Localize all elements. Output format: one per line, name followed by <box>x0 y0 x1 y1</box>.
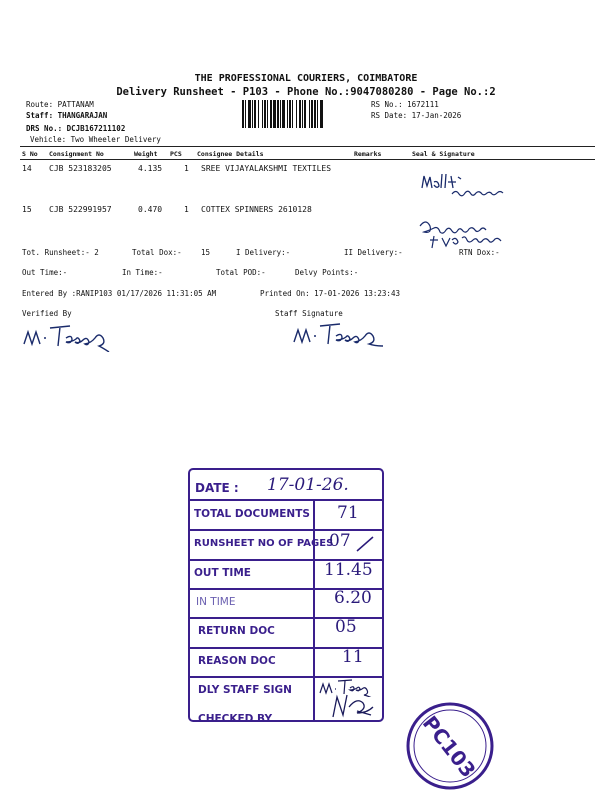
staff-signature-label: Staff Signature <box>275 309 343 318</box>
col-sno-header: S No <box>22 150 38 158</box>
barcode-bar <box>296 100 297 128</box>
staff-label: Staff: THANGARAJAN <box>26 111 108 120</box>
stamp-out-time-value: 11.45 <box>324 560 373 580</box>
vehicle-label: Vehicle: Two Wheeler Delivery <box>30 135 161 144</box>
row-14-pcs: 1 <box>184 164 189 173</box>
stamp-dly-staff-sign-label: DLY STAFF SIGN <box>198 684 292 696</box>
stamp-reason-doc-value: 11 <box>342 647 364 667</box>
delvy-points: Delvy Points:- <box>295 268 359 277</box>
office-stamp <box>187 467 387 725</box>
verified-signature <box>20 318 136 352</box>
barcode-bar <box>299 100 301 128</box>
row-15-consignee: COTTEX SPINNERS 2610128 <box>201 205 312 214</box>
seal-text: PC103 <box>417 711 481 783</box>
stamp-reason-doc-label: REASON DOC <box>198 655 276 667</box>
route-label: Route: PATTANAM <box>26 100 94 109</box>
barcode-bar <box>317 100 318 128</box>
barcode-bar <box>245 100 246 128</box>
barcode-bar <box>282 100 285 128</box>
row-15-pcs: 1 <box>184 205 189 214</box>
total-dox-label: Total Dox:- <box>132 248 182 257</box>
barcode-bar <box>267 100 268 128</box>
barcode-bar <box>252 100 253 128</box>
row-14-consignment: CJB 523183205 <box>49 164 112 173</box>
stamp-date-label: DATE : <box>195 481 239 495</box>
row-15-consignment: CJB 522991957 <box>49 205 112 214</box>
barcode-bar <box>258 100 259 128</box>
total-dox-value: 15 <box>201 248 211 257</box>
barcode-bar <box>304 100 306 128</box>
barcode-bar <box>277 100 279 128</box>
col-seal-header: Seal & Signature <box>412 150 475 158</box>
row-14-sno: 14 <box>22 164 32 173</box>
row-15-weight: 0.470 <box>138 205 163 214</box>
row-14-weight: 4.135 <box>138 164 163 173</box>
staff-signature <box>290 316 414 350</box>
barcode-bar <box>262 100 263 128</box>
stamp-checked-by-label: CHECKED BY <box>198 713 273 725</box>
barcode-bar <box>242 100 244 128</box>
runsheet-subtitle: Delivery Runsheet - P103 - Phone No.:9047080280 - Page No.:2 <box>116 86 496 98</box>
barcode-bar <box>273 100 276 128</box>
barcode-bar <box>270 100 272 128</box>
rtn-dox: RTN Dox:- <box>459 248 500 257</box>
barcode-bar <box>292 100 293 128</box>
table-top-rule <box>20 146 595 147</box>
barcode-bar <box>314 100 316 128</box>
barcode-bar <box>302 100 303 128</box>
row-14-signature <box>418 168 528 202</box>
barcode-bar <box>309 100 310 128</box>
stamp-total-documents-label: TOTAL DOCUMENTS <box>194 508 310 520</box>
rs-date: RS Date: 17-Jan-2026 <box>371 111 462 120</box>
barcode-bar <box>248 100 251 128</box>
out-time: Out Time:- <box>22 268 68 277</box>
tick-mark-icon <box>355 535 375 553</box>
barcode-bar <box>289 100 291 128</box>
stamp-out-time-label: OUT TIME <box>194 567 251 579</box>
company-title: THE PROFESSIONAL COURIERS, COIMBATORE <box>194 73 418 84</box>
drs-number: DRS No.: DCJB167211102 <box>26 124 126 133</box>
col-weight-header: Weight <box>134 150 158 158</box>
in-time: In Time:- <box>122 268 163 277</box>
barcode-bar <box>287 100 288 128</box>
barcode <box>240 100 368 128</box>
i-delivery: I Delivery:- <box>236 248 291 257</box>
stamp-checked-signature <box>327 691 383 721</box>
table-header-rule <box>20 159 595 160</box>
rs-number: RS No.: 1672111 <box>371 100 439 109</box>
stamp-date-value: 17-01-26. <box>267 475 349 495</box>
barcode-bar <box>254 100 256 128</box>
stamp-total-documents-value: 71 <box>337 503 359 523</box>
col-pcs-header: PCS <box>170 150 182 158</box>
stamp-in-time-value: 6.20 <box>334 588 372 608</box>
stamp-return-doc-label: RETURN DOC <box>198 625 275 637</box>
barcode-bar <box>320 100 323 128</box>
col-remarks-header: Remarks <box>354 150 382 158</box>
verified-by-label: Verified By <box>22 309 72 318</box>
stamp-runsheet-pages-label: RUNSHEET NO OF PAGES <box>194 538 334 549</box>
row-15-sno: 15 <box>22 205 32 214</box>
barcode-bar <box>311 100 313 128</box>
stamp-return-doc-value: 05 <box>335 617 357 637</box>
col-consignee-header: Consignee Details <box>197 150 264 158</box>
printed-on: Printed On: 17-01-2026 13:23:43 <box>260 289 400 298</box>
col-consignment-header: Consignment No <box>49 150 104 158</box>
stamp-in-time-label: IN TIME <box>196 596 236 608</box>
stamp-runsheet-pages-value: 07 <box>329 531 351 551</box>
total-pod: Total POD:- <box>216 268 266 277</box>
pc103-seal <box>404 700 496 792</box>
row-14-consignee: SREE VIJAYALAKSHMI TEXTILES <box>201 164 332 173</box>
entered-by: Entered By :RANIP103 01/17/2026 11:31:05 AM <box>22 289 217 298</box>
tot-runsheet: Tot. Runsheet:- 2 <box>22 248 99 257</box>
barcode-bar <box>280 100 281 128</box>
ii-delivery: II Delivery:- <box>344 248 403 257</box>
barcode-bar <box>264 100 266 128</box>
